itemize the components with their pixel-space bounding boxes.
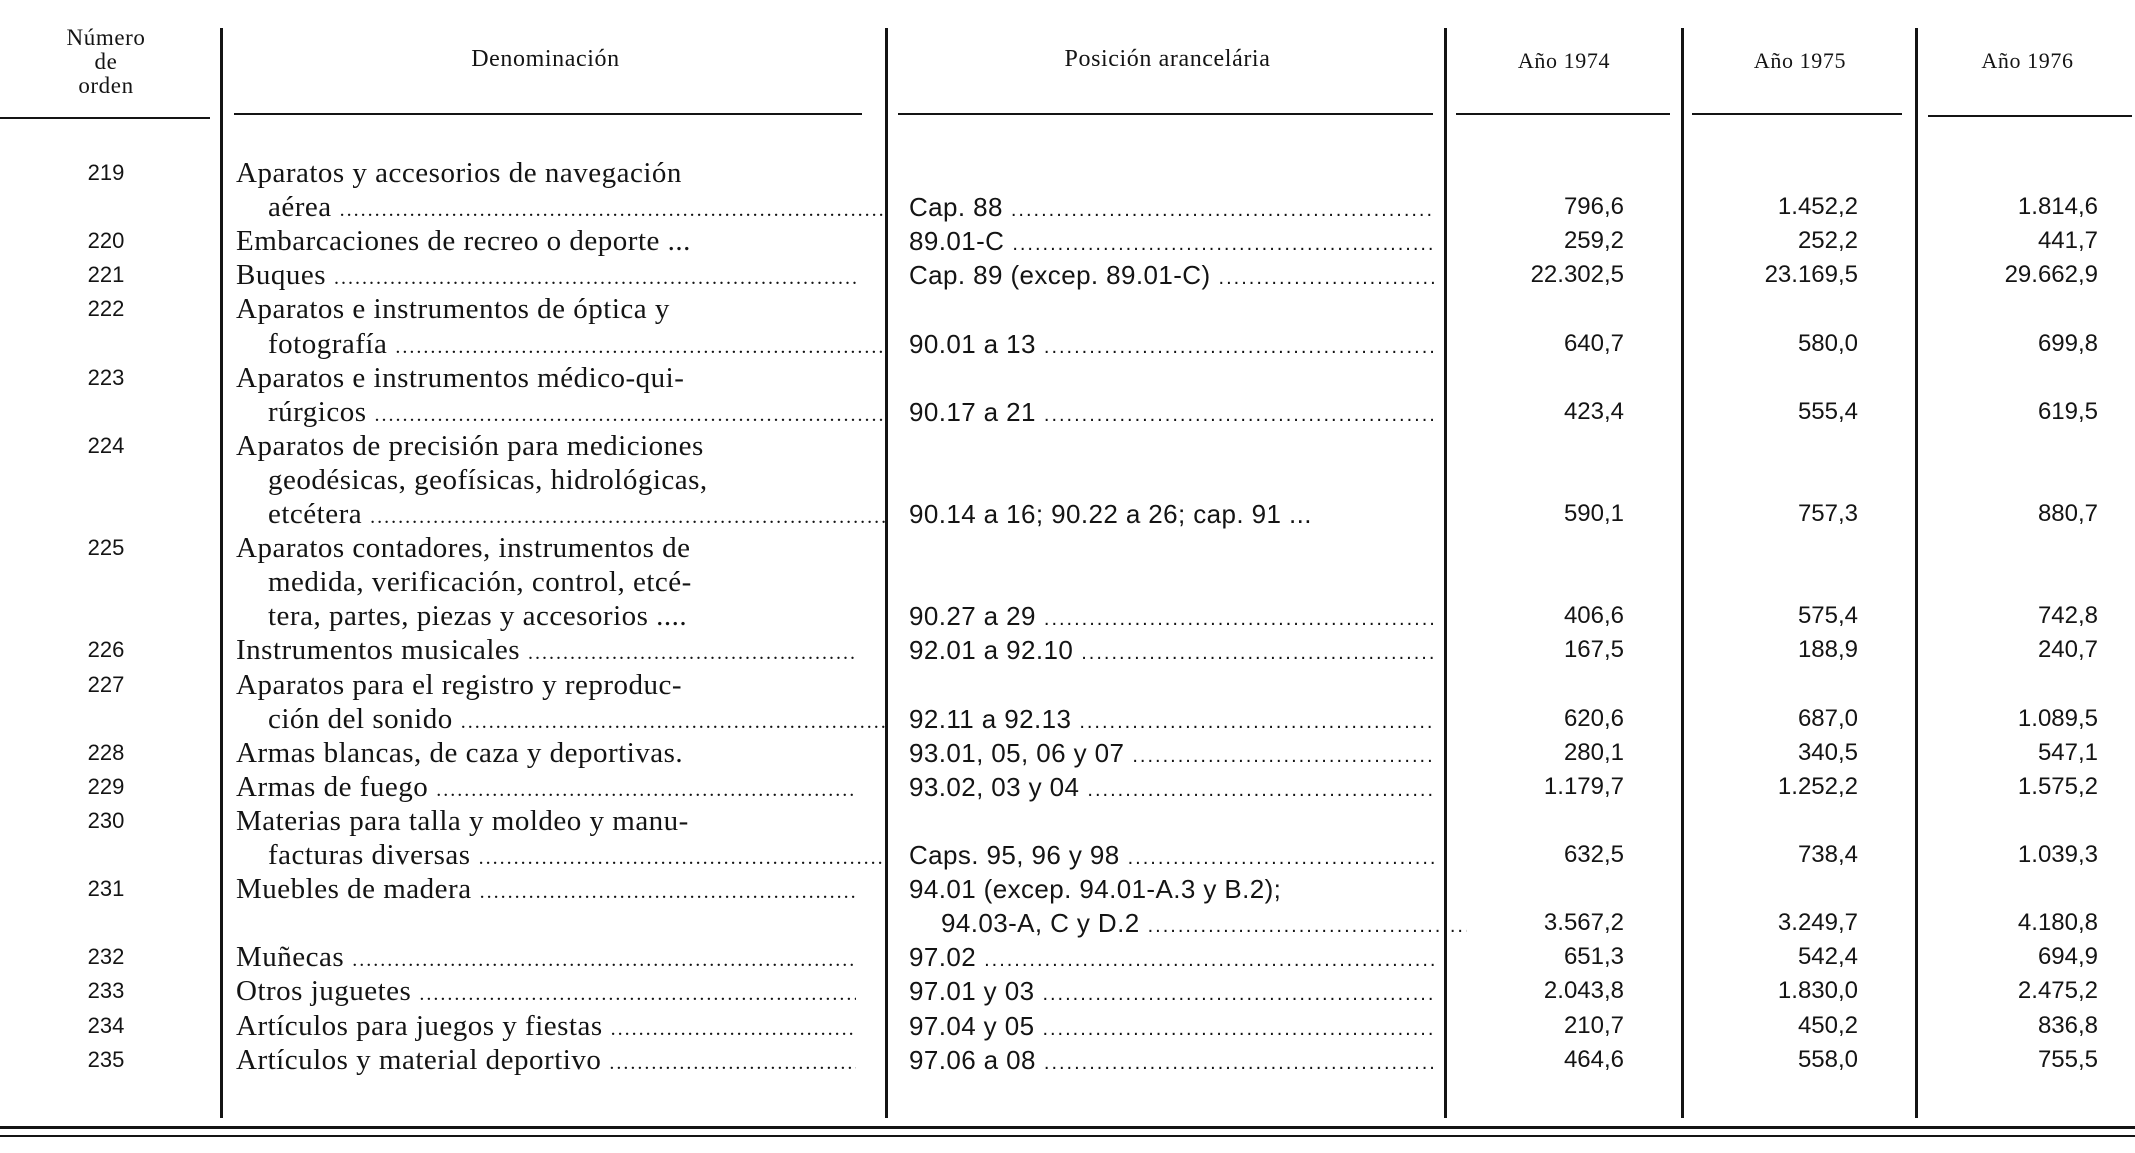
denominacion-text: Embarcaciones de recreo o deporte ... bbox=[236, 225, 691, 258]
leader-dots bbox=[1012, 227, 1435, 261]
value-1975: 450,2 bbox=[1797, 1011, 1858, 1039]
table-row-number: 221 bbox=[87, 262, 125, 288]
posicion-text: 90.27 a 29 ..... bbox=[909, 599, 1435, 636]
leader-dots bbox=[395, 330, 888, 364]
value-1974: 640,7 bbox=[1563, 329, 1624, 357]
leader-dots bbox=[1044, 602, 1435, 636]
value-1976: 4.180,8 bbox=[2017, 909, 2098, 937]
value-1976: 1.039,3 bbox=[2017, 841, 2098, 868]
leader-dots bbox=[1219, 261, 1435, 295]
value-1975: 1.452,2 bbox=[1777, 193, 1858, 221]
leader-dots bbox=[461, 705, 888, 739]
denominacion-text: Artículos y material deportivo ..... bbox=[236, 1043, 856, 1080]
value-1974: 590,1 bbox=[1563, 500, 1624, 527]
denominacion-text: facturas diversas ..... bbox=[236, 838, 888, 875]
value-1974: 2.043,8 bbox=[1543, 977, 1624, 1005]
value-1976: 1.089,5 bbox=[2017, 704, 2098, 732]
table-row-number: 231 bbox=[87, 876, 125, 902]
denominacion-text: Aparatos contadores, instrumentos de bbox=[236, 532, 691, 565]
value-1974: 464,6 bbox=[1563, 1045, 1624, 1073]
header-rule bbox=[1928, 115, 2132, 117]
table-row-number: 220 bbox=[87, 228, 125, 254]
denominacion-text: aérea ..... bbox=[236, 190, 888, 227]
denominacion-text: Otros juguetes ..... bbox=[236, 974, 856, 1011]
leader-dots bbox=[1148, 909, 1467, 943]
denominacion-text: Armas de fuego ..... bbox=[236, 770, 856, 807]
value-1974: 22.302,5 bbox=[1530, 261, 1624, 289]
table-row-number: 223 bbox=[87, 364, 125, 390]
value-1975: 252,2 bbox=[1797, 227, 1858, 255]
posicion-text: 92.11 a 92.13 ..... bbox=[909, 702, 1435, 739]
header-year-1976: Año 1976 bbox=[1981, 48, 2074, 73]
leader-dots bbox=[611, 1012, 856, 1046]
posicion-text: 97.02 ..... bbox=[909, 940, 1435, 977]
posicion-text: 94.03-A, C y D.2 ..... bbox=[909, 906, 1467, 943]
leader-dots bbox=[1081, 636, 1435, 670]
denominacion-text: Muebles de madera ..... bbox=[236, 872, 856, 909]
denominacion-text: rúrgicos ..... bbox=[236, 395, 888, 432]
denominacion-text: Muñecas ..... bbox=[236, 940, 856, 977]
leader-dots bbox=[1079, 705, 1435, 739]
leader-dots bbox=[1132, 739, 1435, 773]
posicion-text: 89.01-C ..... bbox=[909, 224, 1435, 261]
value-1975: 687,0 bbox=[1797, 704, 1858, 732]
leader-dots bbox=[436, 773, 856, 807]
table-row-number: 234 bbox=[87, 1012, 125, 1038]
leader-dots bbox=[340, 193, 888, 227]
posicion-text: Cap. 88 ..... bbox=[909, 190, 1435, 227]
posicion-text: 90.01 a 13 ..... bbox=[909, 327, 1435, 364]
value-1976: 29.662,9 bbox=[2004, 261, 2098, 289]
value-1974: 632,5 bbox=[1563, 841, 1624, 868]
denominacion-text: Aparatos y accesorios de navegación bbox=[236, 157, 682, 189]
value-1974: 3.567,2 bbox=[1543, 909, 1624, 937]
table-row-number: 235 bbox=[87, 1046, 125, 1072]
leader-dots bbox=[419, 977, 856, 1011]
posicion-text: 92.01 a 92.10 ..... bbox=[909, 633, 1435, 670]
table-row-number: 229 bbox=[87, 773, 125, 799]
header-year-1975: Año 1975 bbox=[1753, 48, 1847, 73]
table-row-number: 233 bbox=[87, 978, 125, 1004]
table-row-number: 230 bbox=[87, 807, 125, 833]
denominacion-text: Aparatos para el registro y reproduc- bbox=[236, 668, 683, 701]
header-numero-de-orden bbox=[0, 26, 212, 98]
posicion-text: Caps. 95, 96 y 98 ..... bbox=[909, 838, 1435, 875]
leader-dots bbox=[479, 841, 888, 875]
leader-dots bbox=[1042, 1012, 1435, 1046]
value-1975: 3.249,7 bbox=[1777, 909, 1858, 937]
denominacion-text: etcétera ..... bbox=[236, 497, 888, 534]
header-numero-line: de bbox=[94, 49, 118, 74]
posicion-text: 94.01 (excep. 94.01-A.3 y B.2); bbox=[909, 874, 1282, 905]
denominacion-text: Aparatos e instrumentos médico-qui- bbox=[236, 361, 685, 394]
value-1975: 575,4 bbox=[1797, 602, 1858, 630]
header-posicion-arancelaria: Posición arancelária bbox=[1064, 46, 1271, 72]
leader-dots bbox=[1044, 330, 1435, 364]
denominacion-text: geodésicas, geofísicas, hidrológicas, bbox=[268, 463, 708, 496]
value-1975: 340,5 bbox=[1797, 738, 1858, 766]
leader-dots bbox=[1044, 1046, 1435, 1080]
posicion-text: Cap. 89 (excep. 89.01-C) ..... bbox=[909, 258, 1435, 295]
leader-dots bbox=[1087, 773, 1435, 807]
leader-dots bbox=[480, 875, 856, 909]
header-denominacion: Denominación bbox=[471, 46, 620, 72]
value-1976: 1.814,6 bbox=[2017, 193, 2098, 221]
value-1975: 555,4 bbox=[1797, 397, 1858, 425]
value-1974: 210,7 bbox=[1563, 1011, 1624, 1039]
leader-dots bbox=[370, 500, 888, 534]
value-1976: 742,8 bbox=[2037, 602, 2098, 630]
value-1975: 580,0 bbox=[1797, 329, 1858, 357]
column-rule bbox=[1444, 28, 1447, 1118]
value-1975: 542,4 bbox=[1797, 943, 1858, 971]
header-numero-line: orden bbox=[78, 73, 134, 98]
leader-dots bbox=[375, 398, 888, 432]
value-1976: 240,7 bbox=[2037, 636, 2098, 664]
denominacion-text: Buques ..... bbox=[236, 258, 856, 295]
header-rule bbox=[234, 113, 862, 115]
table-row-number: 219 bbox=[87, 160, 125, 185]
table-row-number: 226 bbox=[87, 637, 125, 663]
value-1976: 619,5 bbox=[2037, 397, 2098, 425]
value-1976: 880,7 bbox=[2037, 500, 2098, 527]
header-year-1974: Año 1974 bbox=[1517, 48, 1611, 73]
denominacion-text: tera, partes, piezas y accesorios .... bbox=[268, 600, 688, 633]
value-1976: 755,5 bbox=[2037, 1045, 2098, 1073]
posicion-text: 97.04 y 05 ..... bbox=[909, 1009, 1435, 1046]
value-1975: 757,3 bbox=[1797, 500, 1858, 527]
header-rule bbox=[0, 117, 210, 119]
column-rule bbox=[220, 28, 223, 1118]
value-1976: 1.575,2 bbox=[2017, 772, 2098, 800]
value-1975: 188,9 bbox=[1797, 636, 1858, 664]
denominacion-text: Aparatos de precisión para mediciones bbox=[236, 429, 704, 462]
leader-dots bbox=[1044, 398, 1435, 432]
leader-dots bbox=[334, 261, 856, 295]
value-1976: 2.475,2 bbox=[2017, 977, 2098, 1005]
value-1974: 259,2 bbox=[1563, 227, 1624, 255]
table-row-number: 224 bbox=[87, 432, 125, 458]
value-1975: 738,4 bbox=[1797, 841, 1858, 868]
leader-dots bbox=[984, 943, 1435, 977]
value-1975: 1.252,2 bbox=[1777, 772, 1858, 800]
leader-dots bbox=[609, 1046, 856, 1080]
posicion-text: 90.14 a 16; 90.22 a 26; cap. 91 ... bbox=[909, 499, 1312, 529]
denominacion-text: ción del sonido ..... bbox=[236, 702, 888, 739]
posicion-text: 97.06 a 08 ..... bbox=[909, 1043, 1435, 1080]
table-row-number: 225 bbox=[87, 535, 125, 561]
posicion-text: 93.02, 03 y 04 ..... bbox=[909, 770, 1435, 807]
table-row-number: 228 bbox=[87, 739, 125, 765]
value-1974: 167,5 bbox=[1563, 636, 1624, 664]
denominacion-text: Armas blancas, de caza y deportivas. bbox=[236, 736, 684, 769]
value-1974: 620,6 bbox=[1563, 704, 1624, 732]
value-1974: 406,6 bbox=[1563, 602, 1624, 630]
header-numero-line: Número bbox=[66, 25, 146, 50]
value-1974: 280,1 bbox=[1563, 738, 1624, 766]
leader-dots bbox=[352, 943, 856, 977]
denominacion-text: Materias para talla y moldeo y manu- bbox=[236, 804, 689, 837]
bottom-rule bbox=[0, 1135, 2135, 1137]
value-1974: 423,4 bbox=[1563, 397, 1624, 425]
denominacion-text: medida, verificación, control, etcé- bbox=[268, 566, 692, 599]
posicion-text: 97.01 y 03 ..... bbox=[909, 974, 1435, 1011]
leader-dots bbox=[528, 636, 856, 670]
denominacion-text: Instrumentos musicales ..... bbox=[236, 633, 856, 670]
value-1976: 441,7 bbox=[2037, 227, 2098, 255]
header-rule bbox=[898, 113, 1433, 115]
table-row-number: 227 bbox=[87, 671, 125, 697]
value-1975: 23.169,5 bbox=[1764, 261, 1858, 289]
header-rule bbox=[1456, 113, 1670, 115]
denominacion-text: Artículos para juegos y fiestas ..... bbox=[236, 1009, 856, 1046]
denominacion-text: Aparatos e instrumentos de óptica y bbox=[236, 293, 670, 326]
table-row-number: 222 bbox=[87, 296, 125, 322]
denominacion-text: fotografía ..... bbox=[236, 327, 888, 364]
posicion-text: 90.17 a 21 ..... bbox=[909, 395, 1435, 432]
value-1974: 651,3 bbox=[1563, 943, 1624, 971]
value-1974: 1.179,7 bbox=[1543, 772, 1624, 800]
leader-dots bbox=[1042, 977, 1435, 1011]
value-1975: 1.830,0 bbox=[1777, 977, 1858, 1005]
leader-dots bbox=[1128, 841, 1435, 875]
header-rule bbox=[1692, 113, 1902, 115]
leader-dots bbox=[1011, 193, 1435, 227]
value-1975: 558,0 bbox=[1797, 1045, 1858, 1073]
value-1974: 796,6 bbox=[1563, 193, 1624, 221]
table-row-number: 232 bbox=[87, 944, 125, 970]
value-1976: 699,8 bbox=[2037, 329, 2098, 357]
posicion-text: 93.01, 05, 06 y 07 ..... bbox=[909, 736, 1435, 773]
column-rule bbox=[1915, 28, 1918, 1118]
bottom-rule bbox=[0, 1126, 2135, 1129]
value-1976: 836,8 bbox=[2037, 1011, 2098, 1039]
value-1976: 694,9 bbox=[2037, 943, 2098, 971]
value-1976: 547,1 bbox=[2037, 738, 2098, 766]
column-rule bbox=[1681, 28, 1684, 1118]
